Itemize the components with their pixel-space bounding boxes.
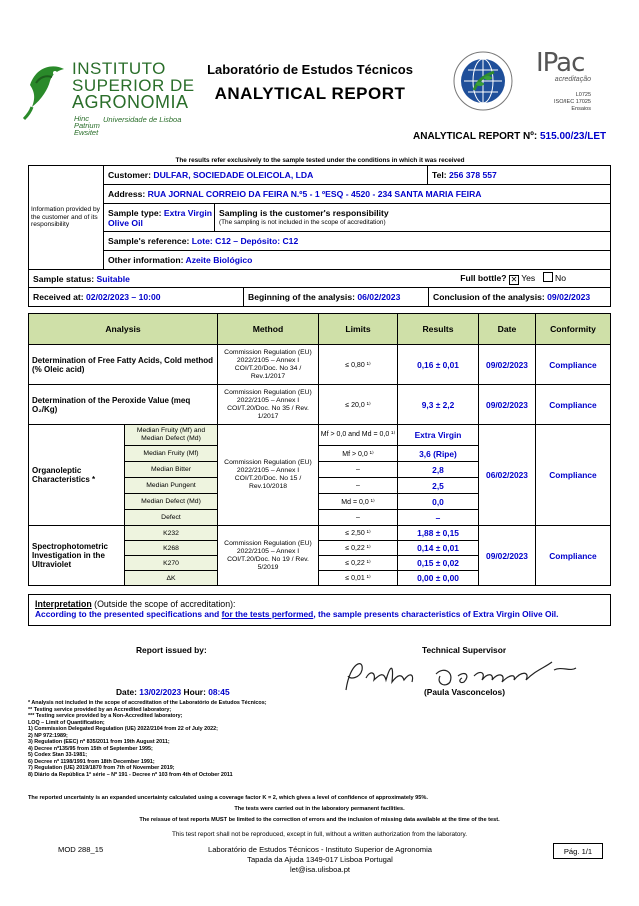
isa-subtitle: Universidade de Lisboa [103,115,182,124]
interpretation-box: Interpretation (Outside the scope of accreditation): According to the presented specifications and for the tests performed, the sample presents characteristics of Extra Virgin Olive Oil. [28,594,611,626]
status-cell: Sample status: Suitable [29,270,428,288]
table-row: Median Pungent – 2,5 [29,478,611,494]
table-row: Median Fruity (Mf) Mf > 0,0 ¹⁾ 3,6 (Ripe) [29,446,611,462]
globe-seal-icon [452,50,514,112]
header-method: Method [218,314,319,345]
other-info-cell: Other information: Azeite Biológico [104,251,611,270]
header-limits: Limits [319,314,398,345]
table-row: Median Bitter – 2,8 [29,462,611,478]
reissue-note: The reissue of test reports MUST be limited to the correction of errors and the inclusion of missing data available at the time of the test. [139,817,500,823]
signer-name: (Paula Vasconcelos) [424,687,505,697]
header-analysis: Analysis [29,314,218,345]
full-bottle-cell: Full bottle? ✕ Yes No [428,270,611,288]
table-row: Organoleptic Characteristics * Median Fruity (Mf) and Median Defect (Md) Commission Regulation (EU) 2022/2105 – Annex I COI/T.20/Doc. No 15 / Rev.10/2018 Mf > 0,0 and Md = 0,0 ¹⁾ Extra Virgin 06/02/2023 Compliance [29,425,611,446]
supervisor-label: Technical Supervisor [422,645,507,655]
dates-row [29,288,611,307]
table-row: Determination of the Peroxide Value (meq O₂/Kg) Commission Regulation (EU) 2022/2105 – Annex I COI/T.20/Doc. No 35 / Rev. 1/2017 ≤ 20,0 ¹⁾ 9,3 ± 2,2 09/02/2023 Compliance [29,385,611,425]
table-row: Defect – – [29,510,611,526]
no-checkbox [543,272,553,282]
info-table [28,165,611,307]
table-row: K270 ≤ 0,22 ¹⁾ 0,15 ± 0,02 [29,556,611,571]
info-side-label: Information provided by the customer and of its responsibility [29,166,104,270]
mod-code: MOD 288_15 [58,845,104,854]
header-conformity: Conformity [536,314,611,345]
page-number: Pág. 1/1 [553,843,603,859]
table-row: K268 ≤ 0,22 ¹⁾ 0,14 ± 0,01 [29,541,611,556]
received-cell: Received at: 02/02/2023 – 10:00 [29,288,244,306]
address-cell: Address: RUA JORNAL CORREIO DA FEIRA N.º5 - 1 ºESQ - 4520 - 234 SANTA MARIA FEIRA [104,185,611,204]
isa-name: INSTITUTO SUPERIOR DE AGRONOMIA [72,59,195,112]
customer-cell: Customer: DULFAR, SOCIEDADE OLEICOLA, LDA [104,166,428,185]
lab-title: Laboratório de Estudos Técnicos [207,62,413,77]
sampling-cell: Sampling is the customer's responsibility (The sampling is not included in the scope of accreditation) [215,204,611,232]
results-table [28,313,611,586]
reproduction-note: This test report shall not be reproduced, except in full, without a written authorization from the laboratory. [171,831,468,838]
beginning-cell: Beginning of the analysis: 06/02/2023 [244,288,429,306]
uncertainty-note: The reported uncertainty is an expanded uncertainty calculated using a coverage factor K = 2, which gives a level of confidence of approximately 95%. [28,795,428,801]
results-header-row [29,314,611,345]
isa-bird-icon [22,55,72,130]
report-title: ANALYTICAL REPORT [214,84,406,103]
conclusion-cell: Conclusion of the analysis: 09/02/2023 [433,292,591,302]
sample-type-cell: Sample type: Extra Virgin Olive Oil [104,204,215,232]
header-results: Results [398,314,479,345]
tel-cell: Tel: 256 378 557 [428,166,611,185]
footer-address: Laboratório de Estudos Técnicos - Instituto Superior de Agronomia Tapada da Ajuda 1349-017 Lisboa Portugal let@isa.ulisboa.pt [207,845,432,874]
facilities-note: The tests were carried out in the laboratory permanent facilities. [234,806,405,812]
isa-motto: Hinc Patrium Ewsitet [74,114,100,137]
globe-seal [452,50,514,112]
table-row: Spectrophotometric Investigation in the Ultraviolet K232 Commission Regulation (EU) 2022/2105 – Annex I COI/T.20/Doc. No 19 / Rev. 5/2019 ≤ 2,50 ¹⁾ 1,88 ± 0,15 09/02/2023 Compliance [29,526,611,541]
footnotes: * Analysis not included in the scope of accreditation of the Laboratório de Estudos Técnicos; ** Testing service provided by an Accredited laboratory; *** Testing service provided by a Non-Accredited laboratory; LOQ – Limit of Quantification; 1) Commission Delegated Regulation (UE) 2022/2104 from 22 of July 2022; 2) NP 972:1989; 3) Regulation (EEC) nº 835/2011 from 19th August 2011; 4) Decree nº135/95 from 15th of September 1995; 5) Codex Stan 33-1981; 6) Decree nº 1198/1991 from 18th December 1991; 7) Regulation (UE) 2019/1870 from 7th of November 2019; 8) Diário da República 1ª série – Nº 191 - Decree nº 103 from 4th of October 2011 [28,700,267,778]
issue-date: Date: 13/02/2023 Hour: 08:45 [116,687,230,697]
issued-by-label: Report issued by: [136,645,207,655]
results-note: The results refer exclusively to the sample tested under the conditions in which it was received [175,157,465,164]
isa-logo [22,55,72,130]
yes-checkbox: ✕ [510,275,518,284]
table-row: Median Defect (Md) Md = 0,0 ¹⁾ 0,0 [29,494,611,510]
table-row: ΔK ≤ 0,01 ¹⁾ 0,00 ± 0,00 [29,571,611,586]
ipac-logo: IPac acreditação L0725 ISO/IEC 17025 Ensaios [536,48,591,112]
header-date: Date [479,314,536,345]
reference-cell: Sample's reference: Lote: C12 – Depósito: C12 [104,232,611,251]
report-number: ANALYTICAL REPORT Nº: 515.00/23/LET [413,131,607,142]
table-row: Determination of Free Fatty Acids, Cold method (% Oleic acid) Commission Regulation (EU) 2022/2105 – Annex I COI/T.20/Doc. No 34 / Rev.1/2017 ≤ 0,80 ¹⁾ 0,16 ± 0,01 09/02/2023 Compliance [29,345,611,385]
